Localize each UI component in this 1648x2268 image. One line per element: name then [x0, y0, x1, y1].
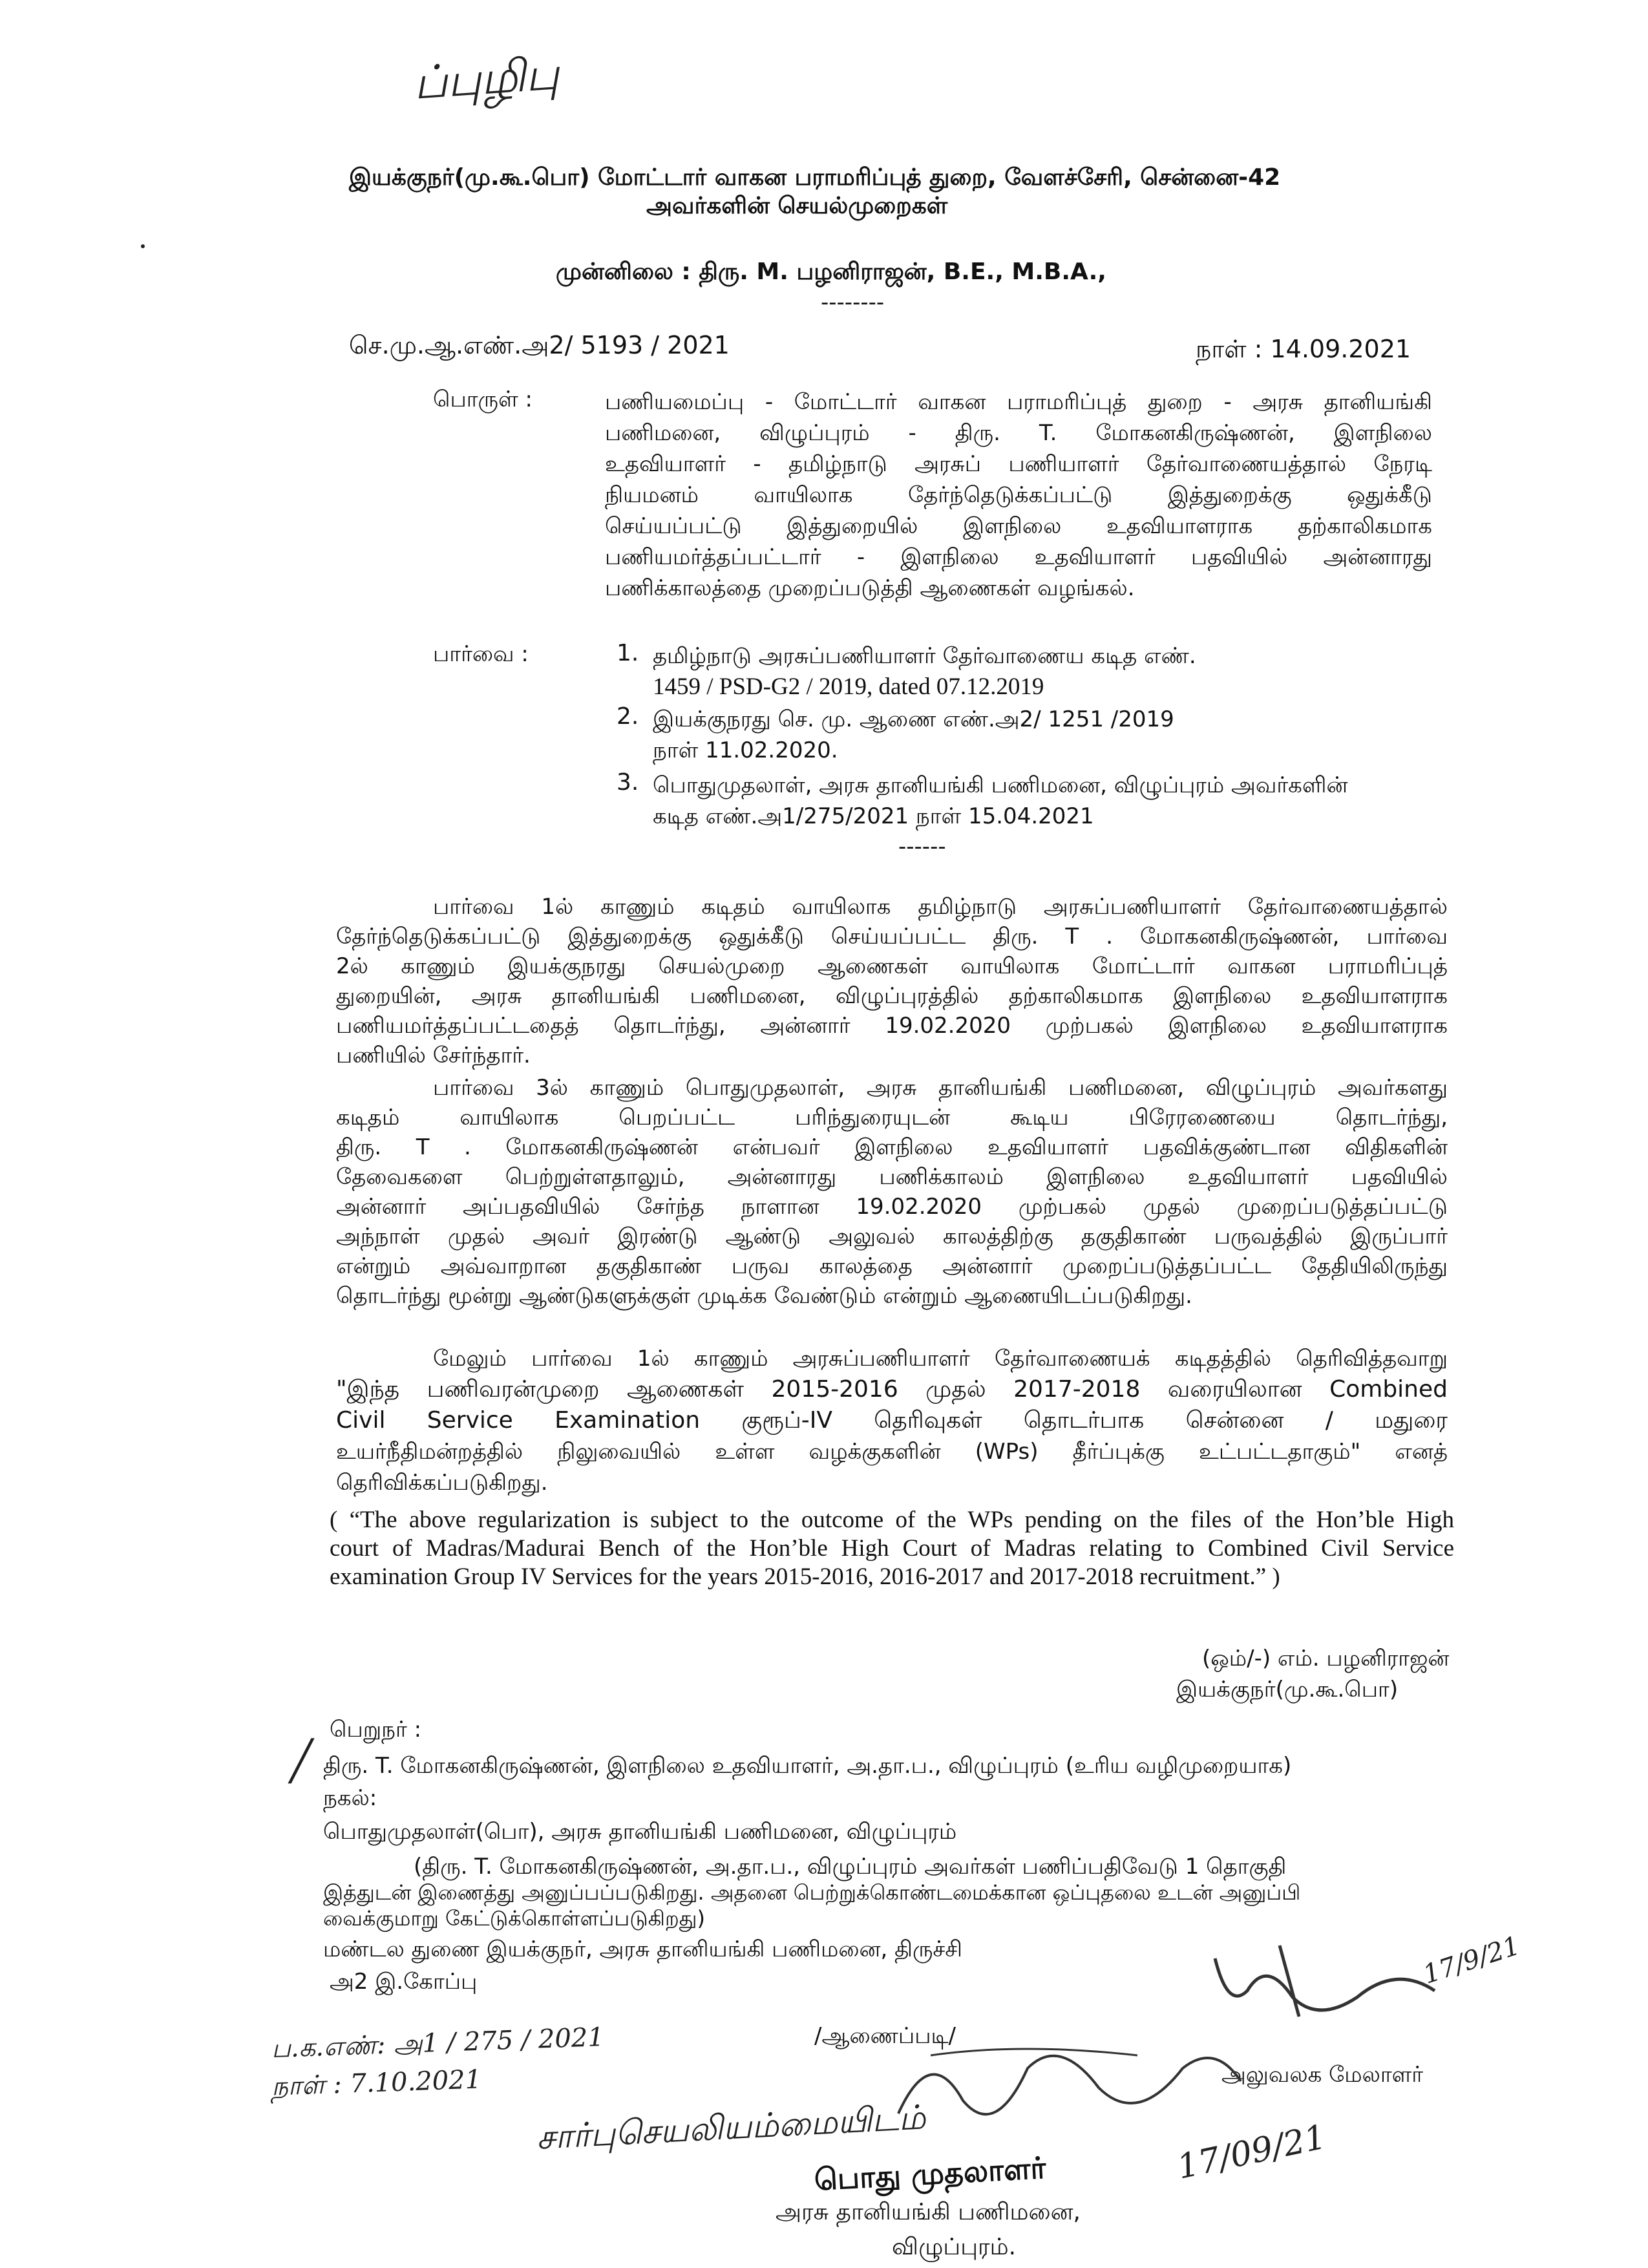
body-line: பணியமர்த்தப்பட்டதைத் தொடர்ந்து, அன்னார் 19.02.2020 முற்பகல் இளநிலை உதவியாளராக — [336, 1013, 1448, 1039]
handwritten-sign-date: 17/9/21 — [1419, 1931, 1524, 1990]
body-paragraph-1 — [336, 892, 1448, 1070]
body-line: "இந்த பணிவரன்முறை ஆணைகள் 2015-2016 முதல் 2017-2018 வரையிலான Combined — [336, 1376, 1448, 1403]
references-dashes: ------ — [898, 834, 946, 860]
subject-line: பணியமர்த்தப்பட்டார் - இளநிலை உதவியாளர் பதவியில் அன்னாரது — [605, 544, 1432, 570]
header-line-1: இயக்குநர்(மு.கூ.பொ) மோட்டார் வாகன பராமரிப்புத் துறை, வேளச்சேரி, சென்னை-42 — [349, 164, 1281, 191]
body-paragraph-2 — [336, 1073, 1448, 1311]
reference-3-line-1: பொதுமுதலாள், அரசு தானியங்கி பணிமனை, விழுப்புரம் அவர்களின் — [653, 772, 1348, 798]
reference-1-line-2: 1459 / PSD-G2 / 2019, dated 07.12.2019 — [653, 673, 1044, 700]
handwritten-date-2: 17/09/21 — [1174, 2117, 1330, 2187]
recipient-label: பெறுநர் : — [330, 1717, 422, 1743]
body-line: Civil Service Examination குரூப்-IV தெரிவுகள் தொடர்பாக சென்னை / மதுரை — [336, 1407, 1448, 1434]
header-line-2: அவர்களின் செயல்முறைகள் — [646, 193, 948, 219]
english-line: court of Madras/Madurai Bench of the Hon’ble High Court of Madras relating to Combined Civil Service — [330, 1535, 1454, 1562]
officer-signature — [1202, 1920, 1538, 2042]
stamp-signature-scribble — [892, 2030, 1254, 2139]
note-line: இத்துடன் இணைத்து அனுப்பப்படுகிறது. அதனை பெற்றுக்கொண்டமைக்கான ஒப்புதலை உடன் அனுப்பி — [323, 1880, 1301, 1905]
reference-number: 2. — [617, 703, 639, 730]
copy-label: நகல்: — [323, 1785, 377, 1811]
reference-3-line-2: கடித எண்.அ1/275/2021 நாள் 15.04.2021 — [653, 803, 1094, 829]
body-line: உயர்நீதிமன்றத்தில் நிலுவையில் உள்ள வழக்குகளின் (WPs) தீர்ப்புக்கு உட்பட்டதாகும்" எனத் — [336, 1439, 1448, 1465]
body-line: மேலும் பார்வை 1ல் காணும் அரசுப்பணியாளர் தேர்வாணையக் கடிதத்தில் தெரிவித்தவாறு — [433, 1346, 1448, 1372]
body-line: அன்னார் அப்பதவியில் சேர்ந்த நாளான 19.02.2020 முற்பகல் முதல் முறைப்படுத்தப்பட்டு — [336, 1194, 1448, 1220]
body-line: திரு. T . மோகனகிருஷ்ணன் என்பவர் இளநிலை உதவியாளர் பதவிக்குண்டான விதிகளின் — [336, 1134, 1448, 1160]
stamp-line-2: அரசு தானியங்கி பணிமனை, — [776, 2199, 1081, 2225]
proceedings-number: செ.மு.ஆ.எண்.அ2/ 5193 / 2021 — [349, 331, 730, 359]
header-dashes: -------- — [821, 290, 885, 315]
body-line: தேவைகளை பெற்றுள்ளதாலும், அன்னாரது பணிக்காலம் இளநிலை உதவியாளர் பதவியில் — [336, 1164, 1448, 1190]
handwritten-ref: ப.க.எண்: அ1 / 275 / 2021 — [271, 2022, 605, 2064]
subject-line: பணியமைப்பு - மோட்டார் வாகன பராமரிப்புத் துறை - அரசு தானியங்கி — [605, 389, 1432, 415]
subject-line: பணிக்காலத்தை முறைப்படுத்தி ஆணைகள் வழங்கல். — [605, 575, 1135, 601]
body-line: பார்வை 3ல் காணும் பொதுமுதலாள், அரசு தானியங்கி பணிமனை, விழுப்புரம் அவர்களது — [433, 1075, 1448, 1101]
body-paragraph-3 — [336, 1343, 1448, 1498]
subject-line: பணிமனை, விழுப்புரம் - திரு. T. மோகனகிருஷ்ணன், இளநிலை — [605, 420, 1432, 446]
subject-line: செய்யப்பட்டு இத்துறையில் இளநிலை உதவியாளராக தற்காலிகமாக — [605, 513, 1432, 539]
handwritten-note: சார்புசெயலியம்மையிடம் — [535, 2098, 927, 2157]
stamp-line-1: பொது முதலாளர் — [813, 2150, 1047, 2198]
handwritten-file-note: ப்புழிபு — [412, 47, 561, 110]
subject-label: பொருள் : — [433, 387, 533, 412]
presence-line: முன்னிலை : திரு. M. பழனிராஜன், B.E., M.B.A., — [556, 259, 1106, 285]
subject-line: உதவியாளர் - தமிழ்நாடு அரசுப் பணியாளர் தேர்வாணையத்தால் நேரடி — [605, 451, 1432, 477]
copy-recipient-1: பொதுமுதலாள்(பொ), அரசு தானியங்கி பணிமனை, விழுப்புரம் — [323, 1819, 957, 1845]
reference-2-line-2: நாள் 11.02.2020. — [653, 737, 838, 763]
note-line: (திரு. T. மோகனகிருஷ்ணன், அ.தா.ப., விழுப்புரம் அவர்கள் பணிப்பதிவேடு 1 தொகுதி — [414, 1854, 1287, 1880]
recipient-line: திரு. T. மோகனகிருஷ்ணன், இளநிலை உதவியாளர், அ.தா.ப., விழுப்புரம் (உரிய வழிமுறையாக) — [323, 1753, 1292, 1779]
body-line: தெரிவிக்கப்படுகிறது. — [336, 1470, 548, 1496]
tick-mark-icon: ╱ — [290, 1739, 313, 1784]
margin-dot — [141, 244, 145, 248]
reference-number: 1. — [617, 640, 639, 666]
copy-recipient-3: அ2 இ.கோப்பு — [330, 1969, 478, 1995]
reference-1-line-1: தமிழ்நாடு அரசுப்பணியாளர் தேர்வாணைய கடித எண். — [653, 643, 1196, 669]
handwritten-date: நாள் : 7.10.2021 — [271, 2064, 482, 2102]
subject-line: நியமனம் வாயிலாக தேர்ந்தெடுக்கப்பட்டு இத்துறைக்கு ஒதுக்கீடு — [605, 482, 1432, 508]
body-line: அந்நாள் முதல் அவர் இரண்டு ஆண்டு அலுவல் காலத்திற்கு தகுதிகாண் பருவத்தில் இருப்பார் — [336, 1224, 1448, 1249]
body-line: என்றும் அவ்வாறான தகுதிகாண் பருவ காலத்தை அன்னார் முறைப்படுத்தப்பட்ட தேதியிலிருந்து — [336, 1253, 1448, 1279]
body-line: கடிதம் வாயிலாக பெறப்பட்ட பரிந்துரையுடன் கூடிய பிரேரணையை தொடர்ந்து, — [336, 1105, 1448, 1130]
english-quotation — [330, 1506, 1454, 1591]
copy-recipient-2: மண்டல துணை இயக்குநர், அரசு தானியங்கி பணிமனை, திருச்சி — [323, 1936, 962, 1962]
proceedings-date: நாள் : 14.09.2021 — [1196, 335, 1411, 363]
english-line: examination Group IV Services for the years 2015-2016, 2016-2017 and 2017-2018 recruitment.” ) — [330, 1563, 1280, 1590]
reference-number: 3. — [617, 769, 639, 796]
stamp-line-3: விழுப்புரம். — [892, 2234, 1017, 2260]
english-line: ( “The above regularization is subject to the outcome of the WPs pending on the files of the Hon’ble High — [330, 1507, 1454, 1533]
signature-designation: இயக்குநர்(மு.கூ.பொ) — [1176, 1677, 1399, 1702]
body-line: பணியில் சேர்ந்தார். — [336, 1043, 531, 1068]
note-line: வைக்குமாறு கேட்டுக்கொள்ளப்படுகிறது) — [323, 1906, 705, 1931]
subject-block — [605, 387, 1432, 604]
body-line: பார்வை 1ல் காணும் கடிதம் வாயிலாக தமிழ்நாடு அரசுப்பணியாளர் தேர்வாணையத்தால் — [433, 894, 1448, 920]
body-line: 2ல் காணும் இயக்குநரது செயல்முறை ஆணைகள் வாயிலாக மோட்டார் வாகன பராமரிப்புத் — [336, 953, 1448, 979]
body-line: தொடர்ந்து மூன்று ஆண்டுகளுக்குள் முடிக்க வேண்டும் என்றும் ஆணையிடப்படுகிறது. — [336, 1283, 1192, 1309]
order-line: /ஆணைப்படி/ — [814, 2023, 956, 2049]
body-line: துறையின், அரசு தானியங்கி பணிமனை, விழுப்புரத்தில் தற்காலிகமாக இளநிலை உதவியாளராக — [336, 983, 1448, 1009]
references-label: பார்வை : — [433, 641, 529, 667]
reference-2-line-1: இயக்குநரது செ. மு. ஆணை எண்.அ2/ 1251 /2019 — [653, 706, 1174, 732]
office-manager: அலுவலக மேலாளர் — [1221, 2062, 1424, 2088]
body-line: தேர்ந்தெடுக்கப்பட்டு இத்துறைக்கு ஒதுக்கீடு செய்யப்பட்ட திரு. T . மோகனகிருஷ்ணன், பார்வை — [336, 924, 1448, 949]
signature-name: (ஒம்/-) எம். பழனிராஜன் — [1202, 1646, 1450, 1671]
